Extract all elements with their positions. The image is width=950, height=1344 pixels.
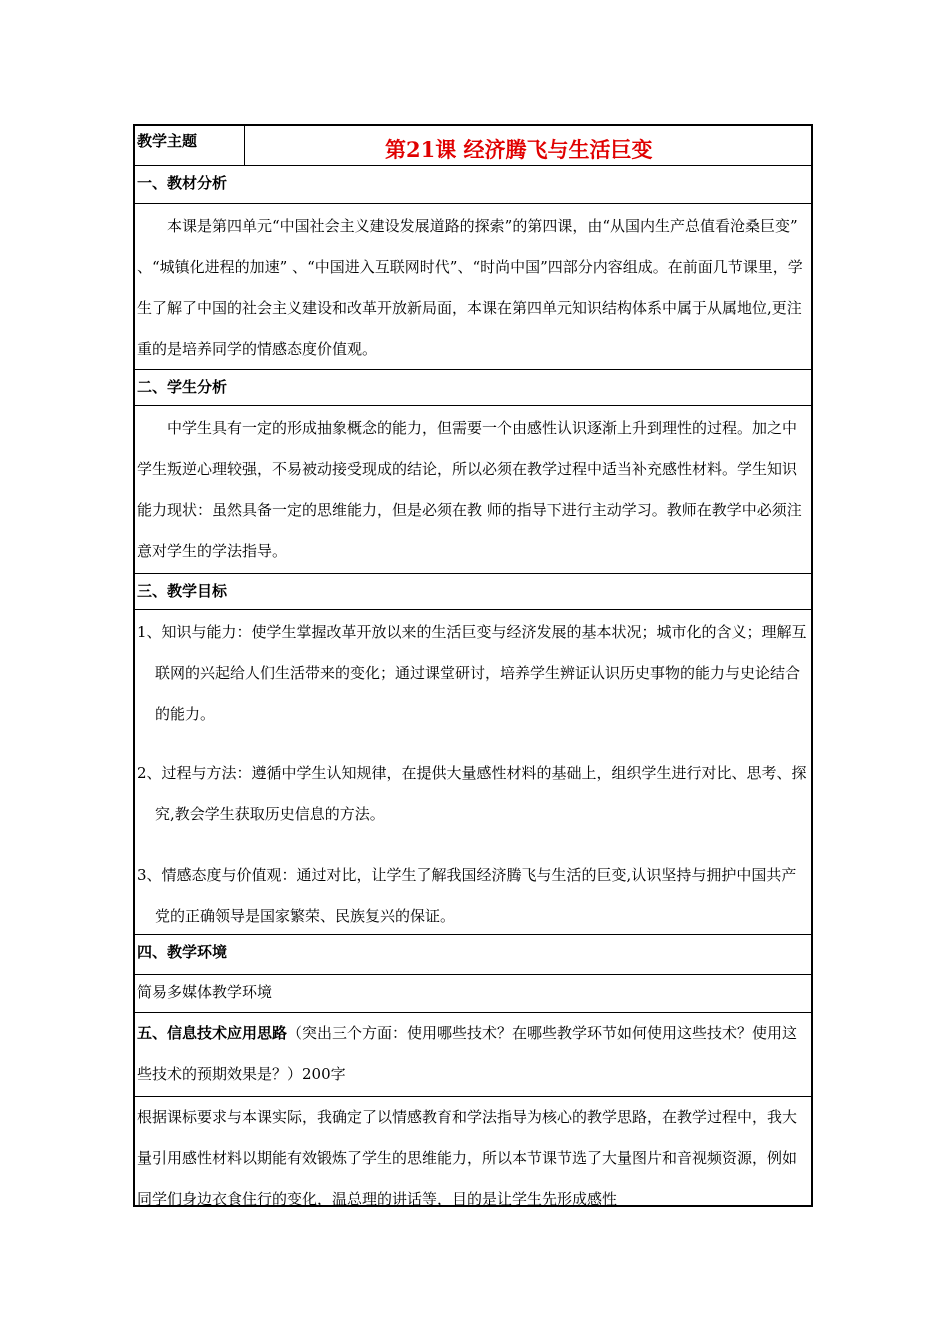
section-2-text: 中学生具有一定的形成抽象概念的能力，但需要一个由感性认识逐渐上升到理性的过程。加之中学生叛逆心理较强，不易被动接受现成的结论，所以必须在教学过程中适当补充感性材料。学生知识能力现状：虽然具备一定的思维能力，但是必须在教 师的指导下进行主动学习。教师在教学中必须注意对学生的学法指导。 [135,406,811,574]
objective-1: 1、知识与能力：使学生掌握改革开放以来的生活巨变与经济发展的基本状况；城市化的含义；理解互联网的兴起给人们生活带来的变化；通过课堂研讨，培养学生辨证认识历史事物的能力与史论结合的能力。 [137,623,807,723]
section-5-note: （突出三个方面：使用哪些技术？在哪些教学环节如何使用这些技术？使用这些技术的预期效果是？）200字 [137,1024,798,1083]
section-2-heading: 二、学生分析 [135,370,811,406]
objective-3: 3、情感态度与价值观：通过对比，让学生了解我国经济腾飞与生活的巨变,认识坚持与拥护中国共产党的正确领导是国家繁荣、民族复兴的保证。 [137,866,797,925]
lesson-title: 第21课 经济腾飞与生活巨变 [385,137,653,162]
lesson-plan-table [133,124,813,1207]
section-3-body [135,610,811,935]
section-4-heading: 四、教学环境 [135,935,811,975]
objective-2: 2、过程与方法：遵循中学生认知规律，在提供大量感性材料的基础上，组织学生进行对比、思考、探究,教会学生获取历史信息的方法。 [137,764,807,823]
topic-label: 教学主题 [137,132,198,150]
section-1-text: 本课是第四单元“中国社会主义建设发展道路的探索”的第四课，由“从国内生产总值看沧桑巨变” 、“城镇化进程的加速” 、“中国进入互联网时代”、“时尚中国”四部分内容组成。在前面几节课里，学生了解了中国的社会主义建设和改革开放新局面，本课在第四单元知识结构体系中属于从属地位,更注重的是培养同学的情感态度价值观。 [135,204,811,370]
section-5-heading: 五、信息技术应用思路 [137,1024,288,1042]
section-5-text: 根据课标要求与本课实际，我确定了以情感教育和学法指导为核心的教学思路，在教学过程中，我大量引用感性材料以期能有效锻炼了学生的思维能力，所以本节课节选了大量图片和音视频资源，例如同学们身边衣食住行的变化，温总理的讲话等，目的是让学生先形成感性 [137,1108,798,1207]
section-1-heading: 一、教材分析 [135,166,811,204]
title-row [135,126,811,166]
section-3-heading: 三、教学目标 [135,574,811,610]
section-4-text: 简易多媒体教学环境 [135,975,811,1013]
section-5-header [135,1013,811,1097]
